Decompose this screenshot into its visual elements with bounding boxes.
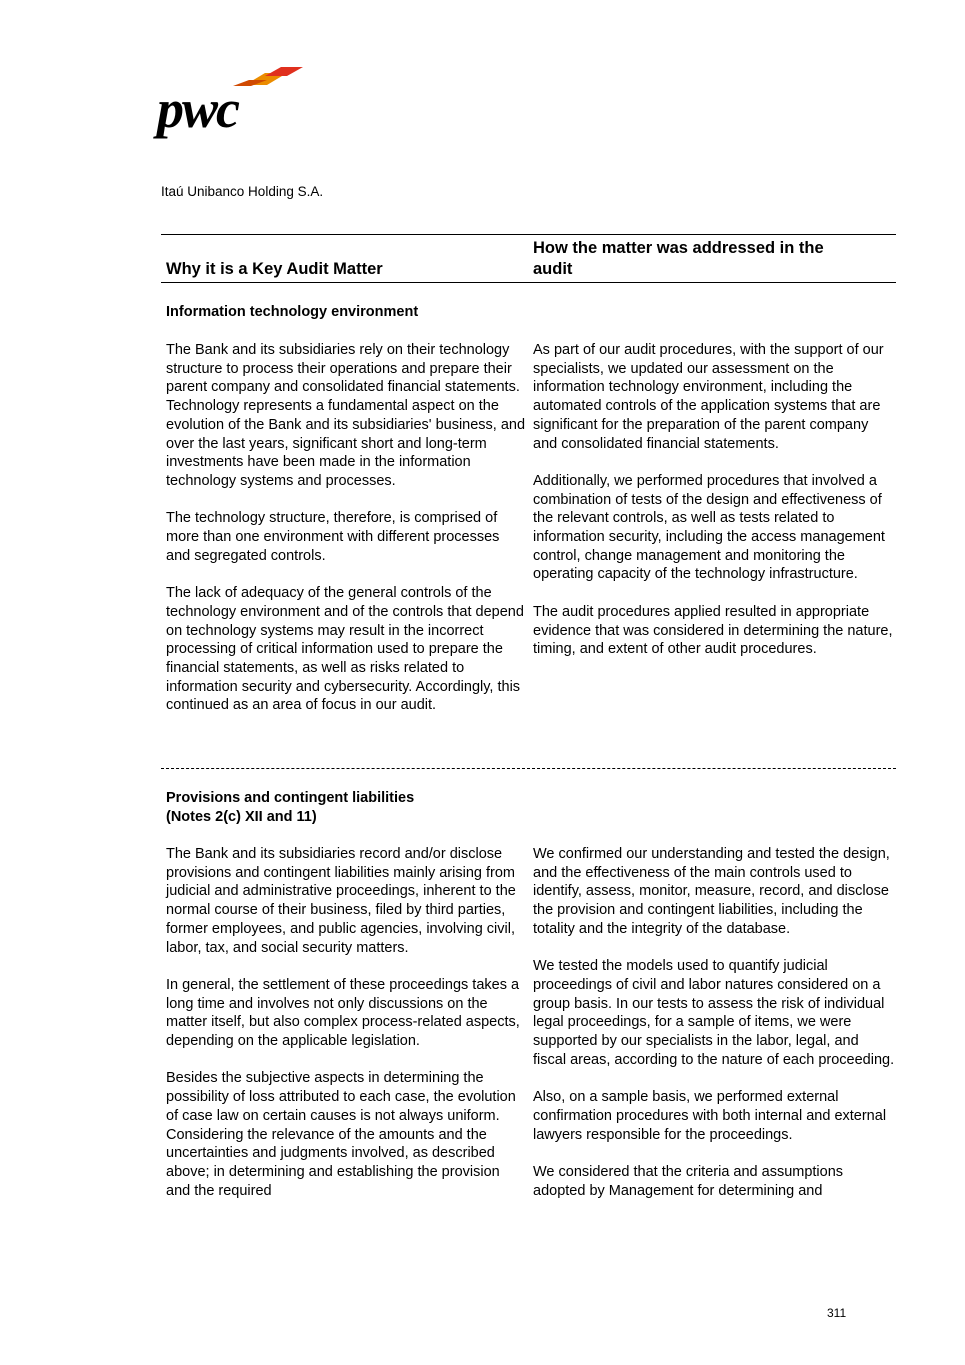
section-provisions-right	[533, 845, 895, 1219]
header-right: How the matter was addressed in the audit	[533, 239, 824, 278]
paragraph: Besides the subjective aspects in determining the possibility of loss attributed to each case, the evolution of case law on certain causes is not always uniform. Considering the relevance of the amounts and the uncertainties and judgments involved, as described above; in determining and establishing the provision and the required	[166, 1070, 516, 1199]
paragraph: Additionally, we performed procedures that involved a combination of tests of the design and effectiveness of the relevant controls, as well as tests related to information security, including the access management control, change management and monitoring the operating capacity of the technology infrastructure.	[533, 472, 885, 583]
company-name: Itaú Unibanco Holding S.A.	[161, 184, 324, 199]
paragraph: We considered that the criteria and assumptions adopted by Management for determining and	[533, 1163, 844, 1199]
section-it-left	[166, 341, 526, 734]
section-title-it: Information technology environment	[166, 304, 419, 320]
table-header-rule	[161, 282, 896, 283]
logo-wordmark: pwc	[157, 79, 238, 139]
section-it-right	[533, 341, 895, 678]
section-title-provisions	[166, 789, 526, 827]
paragraph: As part of our audit procedures, with the support of our specialists, we updated our assessment on the information technology environment, including the automated controls of the application systems that are significant for the preparation of the parent company and consolidated financial statements.	[533, 342, 884, 452]
pwc-logo	[157, 64, 307, 142]
paragraph: The Bank and its subsidiaries record and/or disclose provisions and contingent liabilities mainly arising from judicial and administrative proceedings, inherent to the normal course of their business, filed by third parties, former employees, and public agencies, involving civil, labor, tax, and social security matters.	[166, 846, 516, 956]
section-title-line: (Notes 2(c) XII and 11)	[166, 809, 317, 825]
section-title-line: Provisions and contingent liabilities	[166, 790, 415, 806]
paragraph: In general, the settlement of these proceedings takes a long time and involves not only discussions on the matter itself, but also complex process-related aspects, depending on the applicable legislation.	[166, 976, 520, 1050]
header-left: Why it is a Key Audit Matter	[166, 260, 383, 278]
page-number: 311	[827, 1306, 847, 1320]
paragraph: The technology structure, therefore, is comprised of more than one environment with different processes and segregated controls.	[166, 510, 500, 564]
paragraph: We tested the models used to quantify judicial proceedings of civil and labor natures considered on a group basis. In our tests to assess the risk of individual legal proceedings, for a sample of items, we were supported by our specialists in the labor, legal, and fiscal areas, according to the nature of each proceeding.	[533, 958, 895, 1068]
paragraph: The Bank and its subsidiaries rely on their technology structure to process their operations and prepare their parent company and consolidated financial statements. Technology represents a fundamental aspect on the evolution of the Bank and its subsidiaries' business, and over the last years, significant short and long-term investments have been made in the information technology systems and processes.	[166, 342, 526, 489]
paragraph: The audit procedures applied resulted in appropriate evidence that was considered in determining the nature, timing, and extent of other audit procedures.	[533, 603, 893, 658]
paragraph: Also, on a sample basis, we performed external confirmation procedures with both internal and external lawyers responsible for the proceedings.	[533, 1089, 887, 1143]
section-provisions-left	[166, 845, 526, 1219]
paragraph: We confirmed our understanding and tested the design, and the effectiveness of the main controls used to identify, assess, monitor, measure, record, and disclose the provision and contingent liabilities, including the totality and the integrity of the database.	[533, 846, 890, 937]
paragraph: The lack of adequacy of the general controls of the technology environment and of the controls that depend on technology systems may result in the incorrect processing of critical information used to prepare the financial statements, as well as risks related to information security and cybersecurity. Accordingly, this continued as an area of focus in our audit.	[166, 585, 524, 714]
table-top-rule	[161, 234, 896, 235]
section-divider	[161, 768, 896, 769]
